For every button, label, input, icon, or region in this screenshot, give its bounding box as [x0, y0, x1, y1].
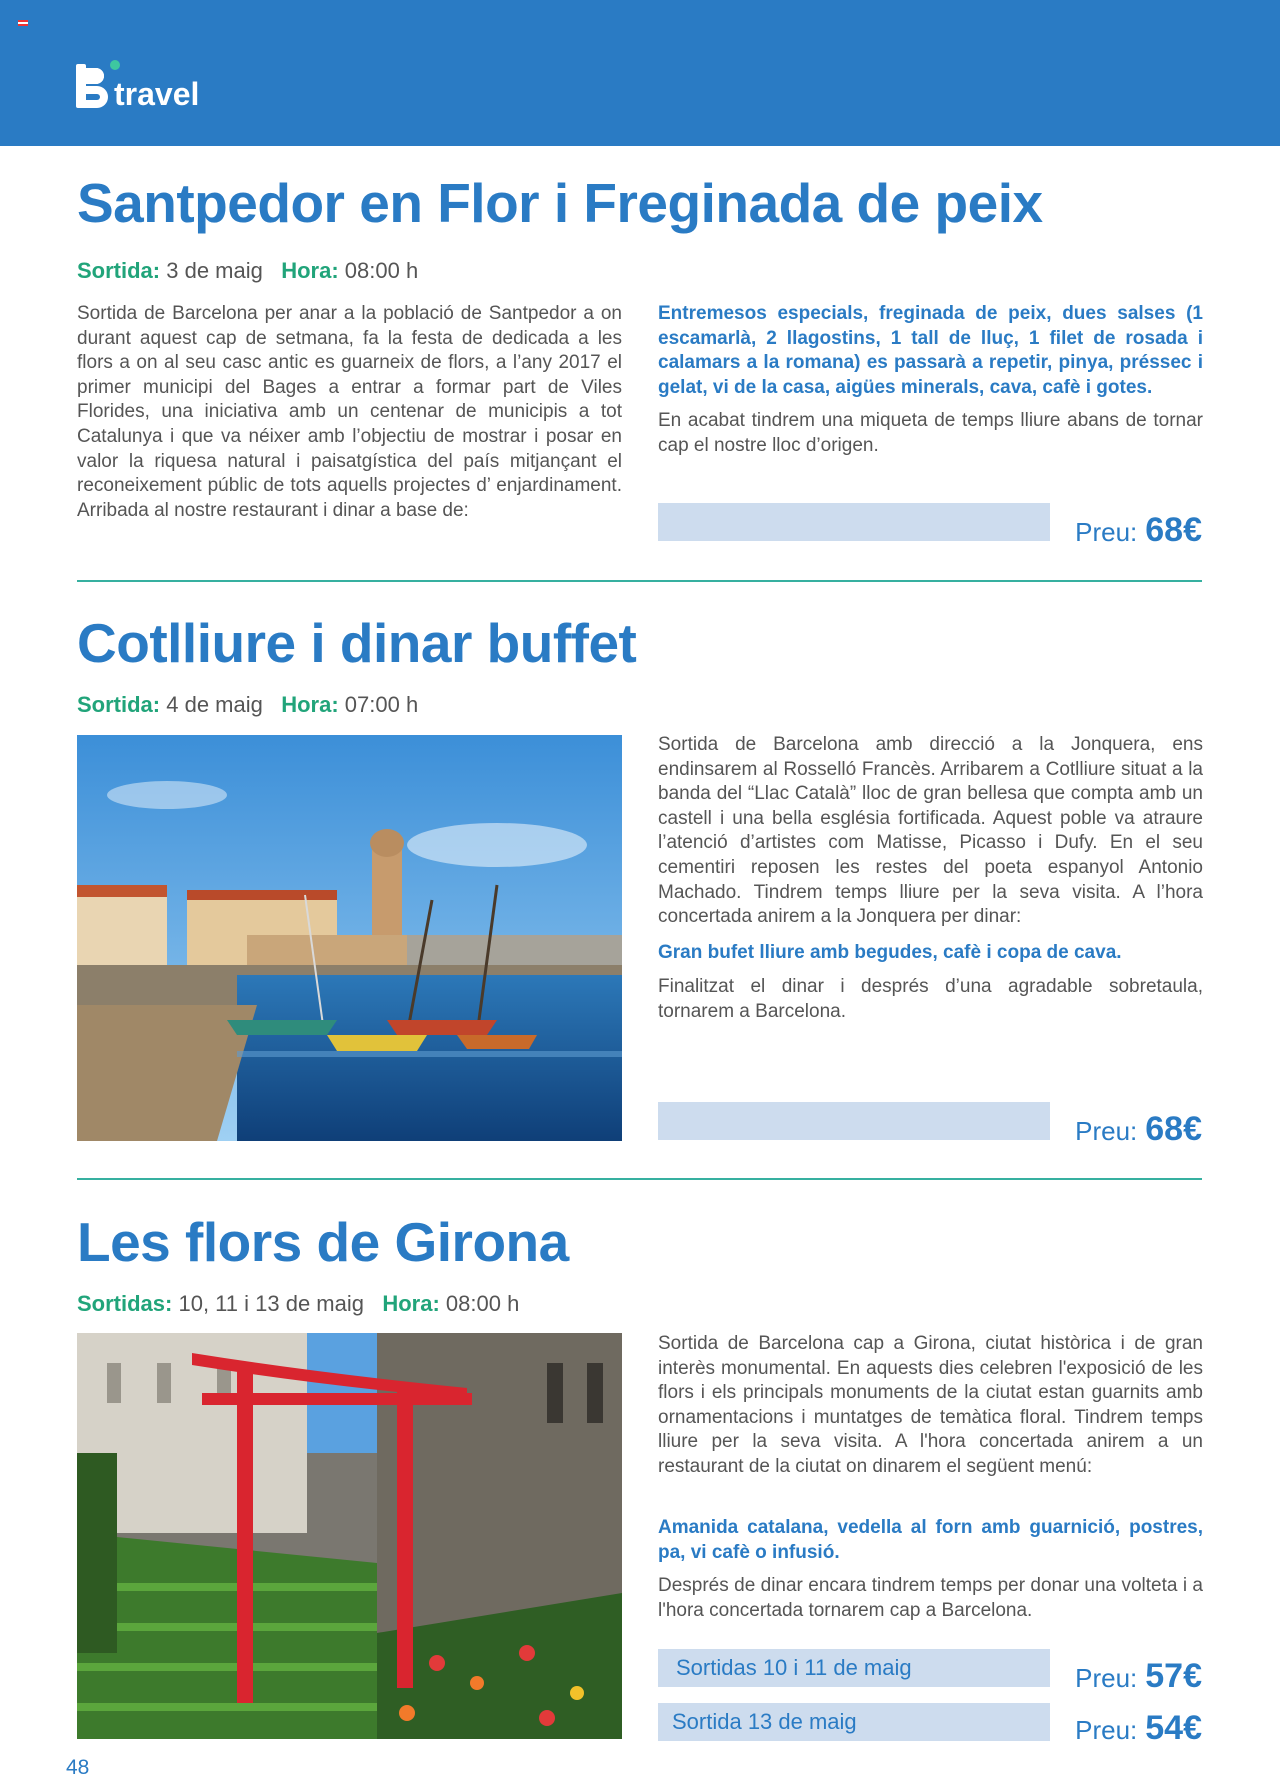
- trip-1-description: Sortida de Barcelona per anar a la població de Santpedor a on durant aquest cap de setmana, fa la festa de dedicada a les flors a on al seu casc antic es guarneix de flors, a l’any 2017 el primer municipi del Bages a entrar a formar part de Viles Florides, una iniciativa amb un centenar de municipis a tot Catalunya i que va néixer amb l’objectiu de mostrar i posar en valor la riquesa natural i paisatgística del país mitjançant el reconeixement públic de tots aquells projectes d’ enjardinament. Arribada al nostre restaurant i dinar a base de:: [77, 303, 622, 521]
- brand-logo[interactable]: [76, 52, 199, 112]
- header-bar: [0, 0, 1280, 146]
- time-label: Hora:: [382, 1291, 440, 1316]
- trip-3-after: Després de dinar encara tindrem temps per donar una volteta i a l'hora concertada tornarem cap a Barcelona.: [658, 1575, 1203, 1621]
- price-label: Preu:: [1075, 1116, 1138, 1146]
- time-value: 07:00 h: [344, 692, 419, 717]
- time-label: Hora:: [281, 258, 339, 283]
- departure-value: 10, 11 i 13 de maig: [178, 1291, 364, 1316]
- trip-3-title: Les flors de Girona: [77, 1211, 569, 1273]
- price-bar: [658, 503, 1050, 541]
- trip-2-after: Finalitzat el dinar i després d’una agradable sobretaula, tornarem a Barcelona.: [658, 976, 1203, 1022]
- trip-2-meta: [77, 694, 418, 716]
- trip-3-meta: [77, 1293, 519, 1315]
- collioure-photo: [77, 735, 622, 1141]
- trip-1-menu: Entremesos especials, freginada de peix, dues salses (1 escamarlà, 2 llagostins, 1 tall de lluç, 1 filet de rosada i calamars a la romana) es passarà a repetir, pinya, préssec i gelat, vi de la casa, aigües minerals, cava, cafè i gotes.: [658, 303, 1203, 398]
- trip-2-title: Cotlliure i dinar buffet: [77, 612, 637, 674]
- time-label: Hora:: [281, 692, 339, 717]
- departure-value: 4 de maig: [166, 692, 263, 717]
- price-bar: [658, 1102, 1050, 1140]
- price-amount: 54€: [1145, 1709, 1202, 1747]
- departure-value: 3 de maig: [166, 258, 263, 283]
- trip-3-menu: Amanida catalana, vedella al forn amb guarnició, postres, pa, vi cafè o infusió.: [658, 1517, 1203, 1563]
- price-bar: Sortidas 10 i 11 de maig: [658, 1649, 1050, 1687]
- trip-3-price-1: [1075, 1659, 1202, 1693]
- price-bar: Sortida 13 de maig: [658, 1703, 1050, 1741]
- departure-label: Sortida:: [77, 692, 161, 717]
- section-divider: [77, 1178, 1202, 1180]
- departure-label: Sortidas:: [77, 1291, 173, 1316]
- trip-3-description: Sortida de Barcelona cap a Girona, ciutat històrica i de gran interès monumental. En aquests dies celebren l'exposició de les flors i els principals monuments de la ciutat estan guarnits amb ornamentacions i muntatges de temàtica floral. Tindrem temps lliure per la seva visita. A l'hora concertada anirem a un restaurant de la ciutat on dinarem el següent menú:: [658, 1333, 1203, 1477]
- trip-1-title: Santpedor en Flor i Freginada de peix: [77, 172, 1043, 234]
- time-value: 08:00 h: [445, 1291, 520, 1316]
- price-amount: 68€: [1145, 511, 1202, 549]
- price-label: Preu:: [1075, 1663, 1138, 1693]
- language-flag-icon[interactable]: [18, 20, 28, 26]
- trip-2-menu: Gran bufet lliure amb begudes, cafè i copa de cava.: [658, 942, 1122, 963]
- trip-1-meta: [77, 260, 418, 282]
- trip-1-price: [1075, 513, 1202, 547]
- price-amount: 68€: [1145, 1110, 1202, 1148]
- price-label: Preu:: [1075, 1715, 1138, 1745]
- b-logo-icon: [76, 62, 106, 112]
- page-number: 48: [66, 1756, 90, 1779]
- brand-name: travel: [114, 76, 200, 112]
- price-label: Preu:: [1075, 517, 1138, 547]
- trip-3-price-2: [1075, 1711, 1202, 1745]
- trip-2-price: [1075, 1112, 1202, 1146]
- price-amount: 57€: [1145, 1657, 1202, 1695]
- trip-2-description: Sortida de Barcelona amb direcció a la Jonquera, ens endinsarem al Rosselló Francès. Arribarem a Cotlliure situat a la banda del “Llac Català” lloc de gran bellesa que compta amb un castell i una bella església fortificada. Aquest poble va atraure l’atenció d’artistes com Matisse, Picasso i Dufy. En el seu cementiri reposen les restes del poeta espanyol Antonio Machado. Tindrem temps lliure per la seva visita. A l’hora concertada anirem a la Jonquera per dinar:: [658, 734, 1203, 928]
- section-divider: [77, 580, 1202, 582]
- time-value: 08:00 h: [344, 258, 419, 283]
- departure-label: Sortida:: [77, 258, 161, 283]
- trip-1-after: En acabat tindrem una miqueta de temps lliure abans de tornar cap el nostre lloc d’origen.: [658, 410, 1203, 456]
- girona-photo: [77, 1333, 622, 1739]
